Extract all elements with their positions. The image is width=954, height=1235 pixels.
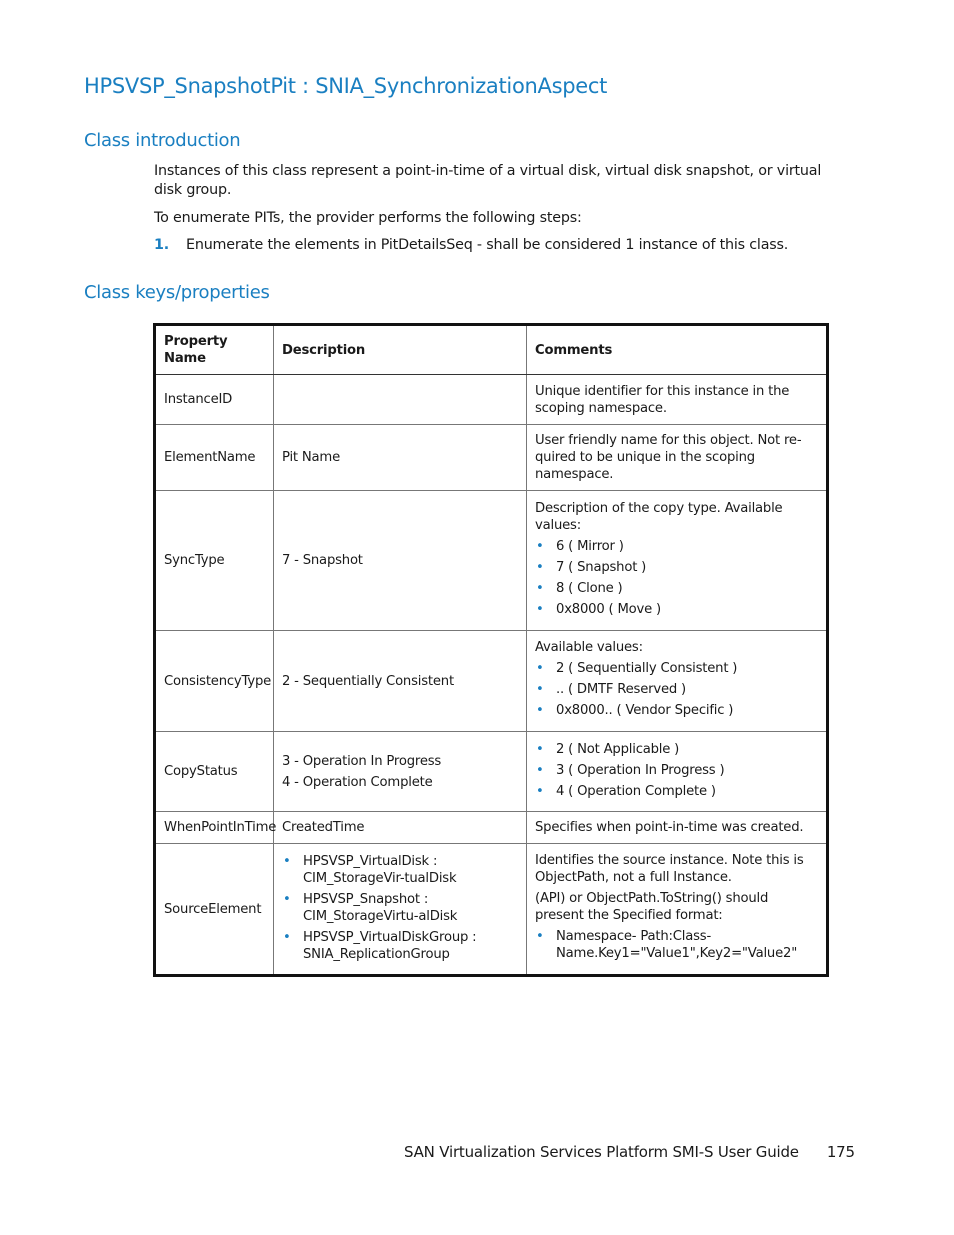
list-item: • 6 ( Mirror ) [535,538,819,555]
property-name: SourceElement [155,844,274,976]
table-row [155,491,828,631]
section-heading-introduction: Class introduction [84,130,241,151]
list-item: • HPSVSP_Snapshot : CIM_StorageVirtu-alDisk [282,891,519,925]
property-comment [527,491,828,631]
comment-text: Description of the copy type. Available values: [535,500,783,533]
value-list [535,538,819,618]
property-description: 2 - Sequentially Consistent [274,631,527,732]
property-description [274,844,527,976]
description-line: 4 - Operation Complete [282,774,433,790]
property-comment: User friendly name for this object. Not re-quired to be unique in the scoping namespace. [527,425,828,491]
list-item: • 8 ( Clone ) [535,580,819,597]
property-description: CreatedTime [274,812,527,844]
step-number: 1. [154,237,169,253]
list-item: • HPSVSP_VirtualDiskGroup : SNIA_ReplicationGroup [282,929,519,963]
value-list [535,928,819,962]
list-item: • HPSVSP_VirtualDisk : CIM_StorageVir-tualDisk [282,853,519,887]
list-item: • 2 ( Not Applicable ) [535,741,819,758]
footer-guide-title: SAN Virtualization Services Platform SMI-S User Guide [404,1143,799,1161]
comment-text: (API) or ObjectPath.ToString() should present the Specified format: [535,891,769,923]
intro-paragraph: Instances of this class represent a point-in-time of a virtual disk, virtual disk snapshot, or virtual disk group. [154,163,822,198]
table-header-row [155,325,828,375]
value-list [535,741,819,800]
enumerate-paragraph: To enumerate PITs, the provider performs the following steps: [154,210,582,226]
table-row [155,732,828,812]
table-row [155,425,828,491]
page-footer [404,1143,855,1161]
property-name: WhenPointInTime [155,812,274,844]
property-name: SyncType [155,491,274,631]
property-description [274,732,527,812]
list-item: • 3 ( Operation In Progress ) [535,762,819,779]
value-list [535,660,819,719]
property-comment: Specifies when point-in-time was created. [527,812,828,844]
page-number: 175 [826,1143,855,1161]
table-row [155,812,828,844]
list-item: • 0x8000.. ( Vendor Specific ) [535,702,819,719]
list-item: • 2 ( Sequentially Consistent ) [535,660,819,677]
column-header: Property Name [155,325,274,375]
table-row [155,631,828,732]
property-description: Pit Name [274,425,527,491]
property-name: CopyStatus [155,732,274,812]
table-row [155,375,828,425]
list-item: • 7 ( Snapshot ) [535,559,819,576]
list-item: • Namespace- Path:Class-Name.Key1="Value1",Key2="Value2" [535,928,819,962]
list-item: • .. ( DMTF Reserved ) [535,681,819,698]
property-comment [527,844,828,976]
property-comment [527,631,828,732]
property-name: ElementName [155,425,274,491]
properties-table [153,323,829,977]
property-comment [527,732,828,812]
description-list [282,853,519,963]
section-heading-keys: Class keys/properties [84,282,270,303]
comment-text: Identifies the source instance. Note this is ObjectPath, not a full Instance. [535,853,804,885]
property-comment: Unique identifier for this instance in the scoping namespace. [527,375,828,425]
property-name: InstanceID [155,375,274,425]
comment-text: Available values: [535,640,643,655]
column-header: Comments [527,325,828,375]
step-text: Enumerate the elements in PitDetailsSeq - shall be considered 1 instance of this class. [186,237,789,253]
property-description [274,375,527,425]
property-name: ConsistencyType [155,631,274,732]
list-item: • 0x8000 ( Move ) [535,601,819,618]
step-item [154,236,788,255]
property-description: 7 - Snapshot [274,491,527,631]
description-line: 3 - Operation In Progress [282,753,442,769]
table-row [155,844,828,976]
list-item: • 4 ( Operation Complete ) [535,783,819,800]
page-title: HPSVSP_SnapshotPit : SNIA_SynchronizationAspect [84,74,608,98]
column-header: Description [274,325,527,375]
